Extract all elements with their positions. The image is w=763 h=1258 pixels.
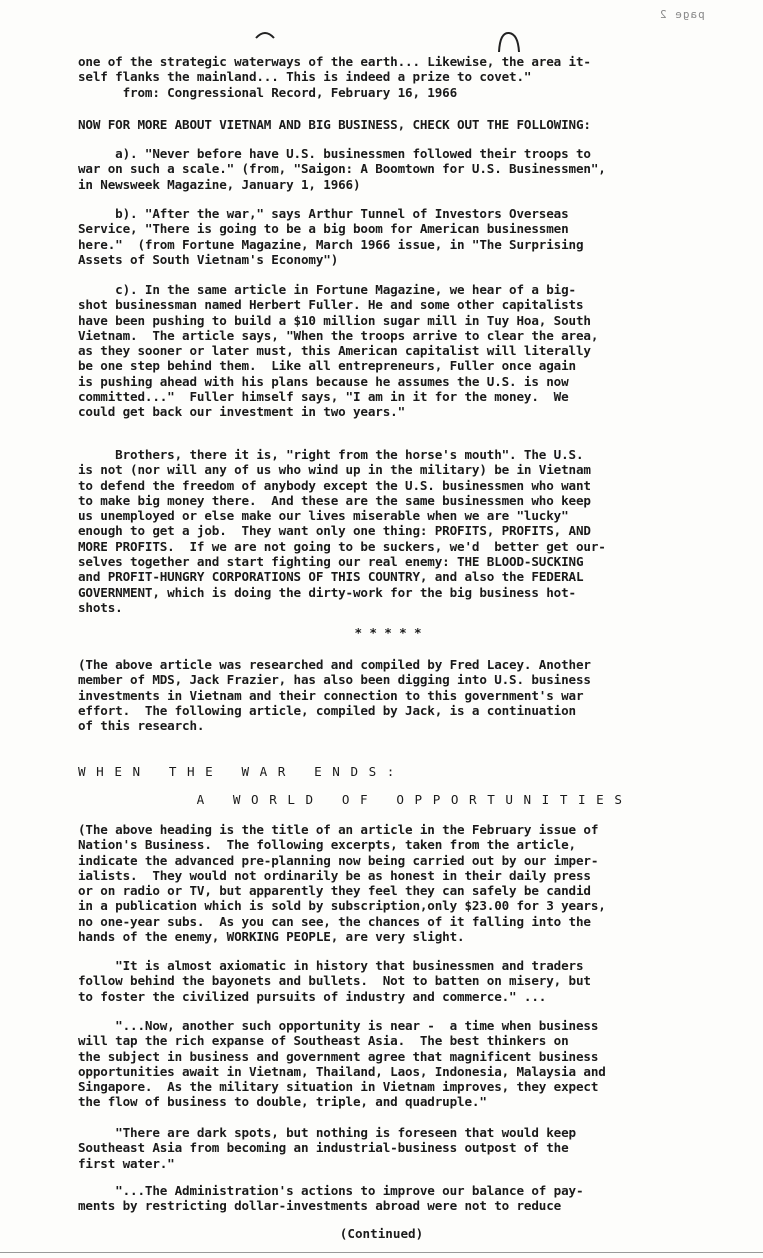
text-line: member of MDS, Jack Frazier, has also been digging into U.S. business — [78, 672, 591, 688]
text-line: "...Now, another such opportunity is near - a time when business — [78, 1018, 599, 1033]
text-line: enough to get a job. They want only one thing: PROFITS, PROFITS, AND — [78, 523, 591, 539]
text-line: is not (nor will any of us who wind up in the military) be in Vietnam — [78, 462, 591, 478]
text-line: investments in Vietnam and their connection to this government's war — [78, 687, 584, 703]
block-b11 — [78, 1125, 712, 1171]
text-line: Assets of South Vietnam's Economy") — [78, 251, 339, 267]
text-line: (The above heading is the title of an article in the February issue of — [78, 822, 599, 837]
heading-world-of-opportunities: A W O R L D O F O P P O R T U N I T I E S — [196, 792, 624, 807]
block-b2 — [78, 117, 712, 132]
hole-punch-mark-right — [496, 30, 522, 54]
continued-label: (Continued) — [339, 1226, 424, 1241]
text-line: the subject in business and government agree that magnificent business — [78, 1048, 599, 1064]
text-line: "...The Administration's actions to improve our balance of pay- — [78, 1183, 584, 1198]
text-line: "There are dark spots, but nothing is foreseen that would keep — [78, 1125, 576, 1140]
text-line: c). In the same article in Fortune Magazine, we hear of a big- — [78, 282, 576, 297]
text-line: no one-year subs. As you can see, the chances of it falling into the — [78, 913, 591, 929]
text-line: to make big money there. And these are the same businessmen who keep — [78, 492, 591, 508]
text-line: to foster the civilized pursuits of industry and commerce." ... — [78, 988, 547, 1004]
text-line: MORE PROFITS. If we are not going to be suckers, we'd better get our- — [78, 538, 606, 554]
block-b7 — [78, 657, 712, 733]
block-b9 — [78, 958, 712, 1004]
text-line: in Newsweek Magazine, January 1, 1966) — [78, 176, 361, 192]
text-line: Vietnam. The article says, "When the troops arrive to clear the area, — [78, 327, 599, 343]
block-b12 — [78, 1183, 712, 1214]
separator: * * * * * — [354, 625, 422, 640]
bottom-edge-line — [0, 1252, 763, 1253]
text-line: committed..." Fuller himself says, "I am in it for the money. We — [78, 389, 569, 405]
text-line: here." (from Fortune Magazine, March 1966 issue, in "The Surprising — [78, 236, 584, 252]
block-b4 — [78, 206, 712, 267]
text-line: a). "Never before have U.S. businessmen followed their troops to — [78, 146, 591, 161]
text-line: war on such a scale." (from, "Saigon: A Boomtown for U.S. Businessmen", — [78, 161, 606, 177]
text-line: hands of the enemy, WORKING PEOPLE, are very slight. — [78, 929, 465, 945]
text-line: as they sooner or later must, this American capitalist will literally — [78, 343, 591, 359]
text-line: GOVERNMENT, which is doing the dirty-work for the big business hot- — [78, 584, 576, 600]
text-line: us unemployed or else make our lives miserable when we are "lucky" — [78, 508, 569, 524]
text-line: or on radio or TV, but apparently they feel they can safely be candid — [78, 883, 591, 899]
text-line: from: Congressional Record, February 16, 1966 — [78, 84, 458, 100]
text-line: Singapore. As the military situation in Vietnam improves, they expect — [78, 1079, 599, 1095]
block-b6 — [78, 447, 712, 615]
text-line: ments by restricting dollar-investments abroad were not to reduce — [78, 1198, 562, 1214]
text-line: will tap the rich expanse of Southeast Asia. The best thinkers on — [78, 1033, 569, 1049]
block-b10 — [78, 1018, 712, 1110]
page-number: page 2 — [659, 8, 705, 21]
text-line: selves together and start fighting our real enemy: THE BLOOD-SUCKING — [78, 554, 584, 570]
block-b3 — [78, 146, 712, 192]
text-line: Service, "There is going to be a big boom for American businessmen — [78, 221, 569, 237]
block-b1 — [78, 54, 712, 100]
text-line: ialists. They would not ordinarily be as honest in their daily press — [78, 867, 591, 883]
text-line: first water." — [78, 1155, 175, 1171]
text-line: Southeast Asia from becoming an industrial-business outpost of the — [78, 1140, 569, 1156]
block-b8 — [78, 822, 712, 944]
text-line: follow behind the bayonets and bullets. Not to batten on misery, but — [78, 973, 591, 989]
text-line: shot businessman named Herbert Fuller. He and some other capitalists — [78, 297, 584, 313]
text-line: (The above article was researched and compiled by Fred Lacey. Another — [78, 657, 591, 672]
text-line: of this research. — [78, 718, 205, 734]
hole-punch-mark-left — [254, 28, 276, 40]
text-line: shots. — [78, 599, 123, 615]
text-line: indicate the advanced pre-planning now being carried out by our imper- — [78, 852, 599, 868]
heading-when-the-war-ends: W H E N T H E W A R E N D S : — [78, 764, 396, 779]
text-line: b). "After the war," says Arthur Tunnel of Investors Overseas — [78, 206, 569, 221]
text-line: be one step behind them. Like all entrepreneurs, Fuller once again — [78, 358, 576, 374]
text-line: have been pushing to build a $10 million sugar mill in Tuy Hoa, South — [78, 312, 591, 328]
text-line: Brothers, there it is, "right from the horse's mouth". The U.S. — [78, 447, 584, 462]
text-line: and PROFIT-HUNGRY CORPORATIONS OF THIS COUNTRY, and also the FEDERAL — [78, 569, 584, 585]
text-line: in a publication which is sold by subscription,only $23.00 for 3 years, — [78, 898, 606, 914]
text-line: could get back our investment in two years." — [78, 404, 406, 420]
text-line: one of the strategic waterways of the earth... Likewise, the area it- — [78, 54, 591, 69]
text-line: to defend the freedom of anybody except the U.S. businessmen who want — [78, 477, 591, 493]
text-line: Nation's Business. The following excerpts, taken from the article, — [78, 837, 576, 853]
text-line: is pushing ahead with his plans because he assumes the U.S. is now — [78, 373, 569, 389]
text-line: the flow of business to double, triple, and quadruple." — [78, 1094, 487, 1110]
text-line: opportunities await in Vietnam, Thailand, Laos, Indonesia, Malaysia and — [78, 1063, 606, 1079]
text-line: "It is almost axiomatic in history that businessmen and traders — [78, 958, 584, 973]
text-line: NOW FOR MORE ABOUT VIETNAM AND BIG BUSINESS, CHECK OUT THE FOLLOWING: — [78, 117, 591, 132]
text-line: effort. The following article, compiled by Jack, is a continuation — [78, 702, 576, 718]
block-b5 — [78, 282, 712, 420]
text-line: self flanks the mainland... This is indeed a prize to covet." — [78, 69, 532, 85]
